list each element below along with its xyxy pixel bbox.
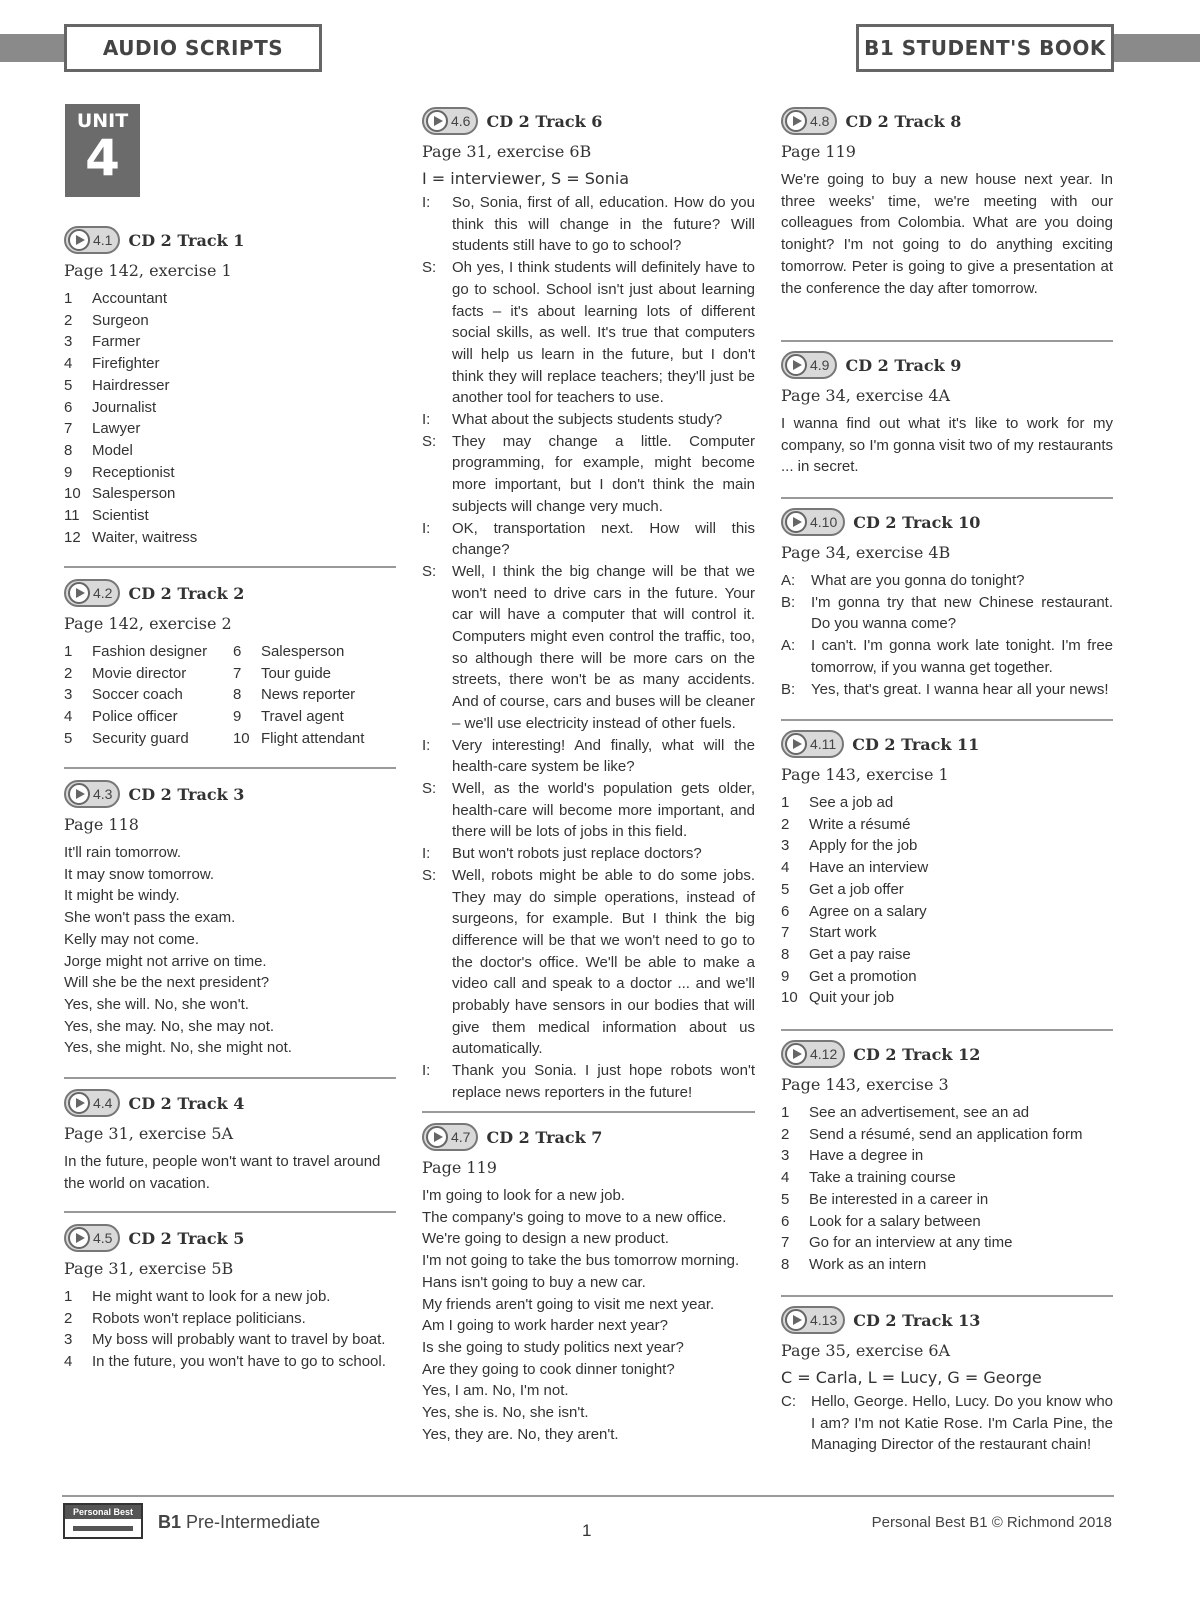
track-title: CD 2 Track 13 bbox=[853, 1310, 981, 1330]
play-icon bbox=[785, 1043, 807, 1065]
track-4-7 bbox=[422, 1122, 755, 1445]
track-title: CD 2 Track 11 bbox=[852, 734, 980, 754]
list-item: 3 Farmer bbox=[64, 333, 141, 351]
list-item: 7 Start work bbox=[781, 924, 877, 942]
audio-button[interactable]: 4.13 bbox=[781, 1306, 845, 1334]
play-icon bbox=[68, 229, 90, 251]
unit-number: 4 bbox=[85, 129, 120, 187]
list-item: 3 My boss will probably want to travel by boat. bbox=[64, 1331, 386, 1349]
list-item: 10 Quit your job bbox=[781, 989, 895, 1007]
list-item: 6 Journalist bbox=[64, 398, 157, 416]
dialog-line: I: So, Sonia, first of all, education. How do you think this will change in the future? Will students still have to go to school? bbox=[422, 194, 755, 255]
divider bbox=[64, 1077, 396, 1079]
list-item: 5 Be interested in a career in bbox=[781, 1190, 989, 1208]
audio-button[interactable]: 4.1 bbox=[64, 226, 120, 254]
play-icon bbox=[785, 110, 807, 132]
list-item: 10 Flight attendant bbox=[232, 729, 365, 747]
list-item: 1 Fashion designer bbox=[64, 643, 208, 660]
list-item: 8 News reporter bbox=[232, 686, 356, 704]
list-item: 2 Robots won't replace politicians. bbox=[64, 1309, 306, 1327]
audio-button[interactable]: 4.3 bbox=[64, 780, 120, 808]
list-item: 2 Write a résumé bbox=[781, 815, 911, 833]
audio-button[interactable]: 4.6 bbox=[422, 107, 478, 135]
track-4-5 bbox=[64, 1223, 396, 1373]
dialog-line: I: But won't robots just replace doctors? bbox=[422, 845, 702, 863]
list-item: 1 He might want to look for a new job. bbox=[64, 1288, 331, 1305]
track-title: CD 2 Track 4 bbox=[128, 1093, 245, 1113]
script-text: In the future, people won't want to travel around the world on vacation. bbox=[64, 1153, 381, 1192]
dialog-line: A: What are you gonna do tonight? bbox=[781, 572, 1025, 589]
track-title: CD 2 Track 5 bbox=[128, 1228, 245, 1248]
track-title: CD 2 Track 10 bbox=[853, 512, 981, 532]
script-line: The company's going to move to a new office. bbox=[422, 1208, 727, 1226]
page-reference: Page 119 bbox=[781, 142, 856, 161]
track-header bbox=[781, 507, 1113, 537]
track-4-1 bbox=[64, 225, 396, 548]
script-line: Kelly may not come. bbox=[64, 930, 200, 948]
track-4-2 bbox=[64, 578, 396, 750]
list-item: 9 Get a promotion bbox=[781, 967, 917, 985]
divider bbox=[64, 566, 396, 568]
script-line: Jorge might not arrive on time. bbox=[64, 952, 267, 970]
list-item: 1 See a job ad bbox=[781, 794, 894, 811]
script-line: I'm going to look for a new job. bbox=[422, 1187, 625, 1204]
script-line: It might be windy. bbox=[64, 887, 180, 905]
numbered-list bbox=[781, 1102, 1113, 1276]
divider bbox=[64, 1211, 396, 1213]
dialog-line: S: They may change a little. Computer programming, for example, might become more important, but I don't think the main subjects will change very much. bbox=[422, 432, 755, 515]
dialog-line: C: Hello, George. Hello, Lucy. Do you know who I am? I'm not Katie Rose. I'm Carla Pine, the Managing Director of the restaurant chain! bbox=[781, 1393, 1113, 1454]
list-item: 8 Model bbox=[64, 441, 133, 459]
audio-button[interactable]: 4.9 bbox=[781, 351, 837, 379]
audio-button[interactable]: 4.8 bbox=[781, 107, 837, 135]
list-item: 10 Salesperson bbox=[64, 485, 176, 503]
script-line: Hans isn't going to buy a new car. bbox=[422, 1273, 646, 1291]
page-reference: Page 119 bbox=[422, 1158, 497, 1177]
dialog-line: S: Oh yes, I think students will definitely have to go to school. School isn't just about learning facts – it's about learning lots of different social skills, as well. It's true that computers will help us learn in the future, but I don't think they will replace teachers; they'll just be another tool for teachers to use. bbox=[422, 259, 755, 407]
track-title: CD 2 Track 12 bbox=[853, 1044, 981, 1064]
page-reference: Page 34, exercise 4B bbox=[781, 543, 951, 562]
dialog-line: S: Well, as the world's population gets older, health-care will become more important, and there will be lots of jobs in this field. bbox=[422, 779, 755, 841]
play-icon bbox=[785, 511, 807, 533]
audio-button[interactable]: 4.7 bbox=[422, 1123, 478, 1151]
list-item: 7 Tour guide bbox=[232, 664, 332, 682]
list-item: 4 Have an interview bbox=[781, 859, 929, 877]
script-line: It may snow tomorrow. bbox=[64, 865, 215, 883]
track-title: CD 2 Track 6 bbox=[486, 111, 603, 131]
publisher-logo: Personal Best bbox=[63, 1503, 143, 1539]
script-line: Are they going to cook dinner tonight? bbox=[422, 1360, 675, 1378]
audio-button[interactable]: 4.12 bbox=[781, 1040, 845, 1068]
play-icon bbox=[785, 733, 807, 755]
list-item: 2 Surgeon bbox=[64, 311, 149, 329]
unit-label: UNIT bbox=[76, 110, 129, 132]
script-line: Will she be the next president? bbox=[64, 974, 270, 992]
list-left bbox=[64, 641, 233, 750]
page-reference: Page 143, exercise 1 bbox=[781, 765, 949, 784]
dialog-line: I: Very interesting! And finally, what will the health-care system be like? bbox=[422, 736, 755, 776]
track-header bbox=[64, 578, 396, 608]
list-item: 1 See an advertisement, see an ad bbox=[781, 1104, 1030, 1121]
audio-button[interactable]: 4.4 bbox=[64, 1089, 120, 1117]
script-line: Am I going to work harder next year? bbox=[422, 1317, 668, 1335]
audio-button[interactable]: 4.2 bbox=[64, 579, 120, 607]
list-item: 3 Have a degree in bbox=[781, 1147, 924, 1165]
track-4-10 bbox=[781, 507, 1113, 700]
track-title: CD 2 Track 3 bbox=[128, 784, 245, 804]
footer-divider bbox=[62, 1495, 1114, 1497]
dialog-line: A: I can't. I'm gonna work late tonight. I'm free tomorrow, if you wanna get together. bbox=[781, 637, 1113, 676]
script-line: It'll rain tomorrow. bbox=[64, 844, 182, 861]
track-4-3 bbox=[64, 779, 396, 1059]
page-number: 1 bbox=[582, 1521, 592, 1540]
audio-button[interactable]: 4.10 bbox=[781, 508, 845, 536]
list-item: 8 Work as an intern bbox=[781, 1255, 927, 1273]
list-right bbox=[233, 641, 396, 750]
list-item: 6 Agree on a salary bbox=[781, 902, 927, 920]
copyright: Personal Best B1 © Richmond 2018 bbox=[871, 1514, 1112, 1531]
page-reference: Page 142, exercise 1 bbox=[64, 261, 232, 280]
audio-button[interactable]: 4.5 bbox=[64, 1224, 120, 1252]
track-header bbox=[64, 1088, 396, 1118]
dialog bbox=[781, 1391, 1113, 1456]
play-icon bbox=[68, 1227, 90, 1249]
dialog bbox=[781, 570, 1113, 700]
header-audio-scripts: AUDIO SCRIPTS bbox=[64, 24, 322, 72]
list-item: 5 Security guard bbox=[64, 729, 189, 747]
list-item: 12 Waiter, waitress bbox=[64, 528, 198, 546]
dialog-line: I: What about the subjects students study? bbox=[422, 411, 723, 429]
page-reference: Page 142, exercise 2 bbox=[64, 614, 232, 633]
list-item: 11 Scientist bbox=[64, 507, 149, 525]
footer-level: B1 Pre-Intermediate bbox=[158, 1512, 321, 1532]
list-item: 7 Go for an interview at any time bbox=[781, 1234, 1013, 1252]
script-line: She won't pass the exam. bbox=[64, 909, 236, 927]
dialog-line: I: Thank you Sonia. I just hope robots won't replace news reporters in the future! bbox=[422, 1062, 755, 1101]
track-header bbox=[64, 779, 396, 809]
header-stripe-right bbox=[1110, 34, 1200, 62]
list-item: 5 Hairdresser bbox=[64, 376, 170, 394]
track-4-9 bbox=[781, 350, 1113, 478]
header-stripe-left bbox=[0, 34, 70, 62]
page-reference: Page 118 bbox=[64, 815, 139, 834]
play-icon bbox=[785, 1309, 807, 1331]
numbered-list bbox=[64, 1286, 396, 1373]
play-icon bbox=[785, 354, 807, 376]
list-item: 2 Send a résumé, send an application form bbox=[781, 1125, 1083, 1143]
track-header bbox=[781, 350, 1113, 380]
list-item: 9 Travel agent bbox=[232, 708, 344, 726]
script-line: Yes, I am. No, I'm not. bbox=[422, 1382, 569, 1400]
play-icon bbox=[426, 1126, 448, 1148]
script-line: Yes, they are. No, they aren't. bbox=[422, 1425, 619, 1443]
script-line: Yes, she is. No, she isn't. bbox=[422, 1404, 589, 1422]
page-reference: Page 34, exercise 4A bbox=[781, 386, 951, 405]
list-item: 2 Movie director bbox=[64, 664, 187, 682]
list-item: 4 Police officer bbox=[64, 708, 178, 726]
dialog bbox=[422, 192, 755, 1104]
divider bbox=[422, 1111, 755, 1113]
script-line: Yes, she may. No, she may not. bbox=[64, 1017, 275, 1035]
speaker-key: C = Carla, L = Lucy, G = George bbox=[781, 1368, 1042, 1387]
dialog-line: I: OK, transportation next. How will this change? bbox=[422, 519, 755, 559]
track-title: CD 2 Track 9 bbox=[845, 355, 962, 375]
track-header bbox=[781, 1305, 1113, 1335]
dialog-line: B: Yes, that's great. I wanna hear all your news! bbox=[781, 680, 1109, 698]
list-item: 6 Look for a salary between bbox=[781, 1212, 981, 1230]
script-text: I wanna find out what it's like to work for my company, so I'm gonna visit two of my restaurants ... in secret. bbox=[781, 415, 1113, 476]
list-item: 4 Take a training course bbox=[781, 1169, 956, 1187]
track-4-8 bbox=[781, 106, 1113, 299]
unit-badge bbox=[65, 104, 140, 197]
script-line: Yes, she will. No, she won't. bbox=[64, 995, 249, 1013]
page-reference: Page 35, exercise 6A bbox=[781, 1341, 951, 1360]
list-item: 6 Salesperson bbox=[232, 643, 345, 660]
track-4-13 bbox=[781, 1305, 1113, 1456]
track-title: CD 2 Track 1 bbox=[128, 230, 245, 250]
play-icon bbox=[68, 1092, 90, 1114]
audio-button[interactable]: 4.11 bbox=[781, 730, 844, 758]
track-header bbox=[781, 1039, 1113, 1069]
track-header bbox=[64, 225, 396, 255]
play-icon bbox=[68, 582, 90, 604]
divider bbox=[781, 497, 1113, 499]
track-header bbox=[422, 106, 755, 136]
list-item: 3 Soccer coach bbox=[64, 686, 183, 704]
list-item: 5 Get a job offer bbox=[781, 880, 904, 898]
track-title: CD 2 Track 7 bbox=[486, 1127, 603, 1147]
list-item: 3 Apply for the job bbox=[781, 837, 918, 855]
track-title: CD 2 Track 2 bbox=[128, 583, 245, 603]
page-reference: Page 31, exercise 5B bbox=[64, 1259, 234, 1278]
script-text: We're going to buy a new house next year. In three weeks' time, we're meeting with our colleagues from Colombia. What are you doing tonight? I'm not going to do anything exciting tomorrow. Peter is going to give a presentation at the conference the day after tomorrow. bbox=[781, 171, 1113, 297]
play-icon bbox=[68, 783, 90, 805]
speaker-key: I = interviewer, S = Sonia bbox=[422, 169, 630, 188]
list-item: 8 Get a pay raise bbox=[781, 945, 911, 963]
list-item: 9 Receptionist bbox=[64, 463, 175, 481]
dialog-line: S: Well, I think the big change will be that we won't need to drive cars in the future. Your car will have a computer that will control it. Computers might even control the traffic, too, so although there will be more cars on the streets, there won't be as many accidents. And of course, cars and buses will be cleaner – we'll use electricity instead of other fuels. bbox=[422, 562, 755, 732]
script-line: Is she going to study politics next year? bbox=[422, 1338, 684, 1356]
track-4-11 bbox=[781, 729, 1113, 1009]
track-4-4 bbox=[64, 1088, 396, 1194]
page-reference: Page 31, exercise 6B bbox=[422, 142, 592, 161]
track-header bbox=[781, 106, 1113, 136]
divider bbox=[781, 1295, 1113, 1297]
numbered-list bbox=[64, 288, 396, 548]
page-reference: Page 31, exercise 5A bbox=[64, 1124, 234, 1143]
dialog-line: S: Well, robots might be able to do some jobs. They may do simple operations, instead of surgeons, for example. But I think the big difference will be that we won't need to go to the doctor's office. We'll be able to make a video call and speak to a doctor ... and we'll probably have sensors in our bodies that will give them medical information about us automatically. bbox=[422, 866, 755, 1058]
script-line: I'm not going to take the bus tomorrow morning. bbox=[422, 1252, 740, 1270]
track-title: CD 2 Track 8 bbox=[845, 111, 962, 131]
divider bbox=[781, 719, 1113, 721]
list-item: 4 Firefighter bbox=[64, 355, 160, 373]
list-item: 1 Accountant bbox=[64, 290, 168, 307]
track-header bbox=[781, 729, 1113, 759]
list-item: 4 In the future, you won't have to go to school. bbox=[64, 1353, 386, 1371]
script-line: Yes, she might. No, she might not. bbox=[64, 1039, 292, 1057]
script-line: We're going to design a new product. bbox=[422, 1230, 669, 1248]
page-reference: Page 143, exercise 3 bbox=[781, 1075, 949, 1094]
track-4-12 bbox=[781, 1039, 1113, 1276]
track-4-6 bbox=[422, 106, 755, 1104]
script-lines bbox=[422, 1185, 755, 1445]
divider bbox=[64, 767, 396, 769]
dialog-line: B: I'm gonna try that new Chinese restaurant. Do you wanna come? bbox=[781, 593, 1113, 633]
play-icon bbox=[426, 110, 448, 132]
header-students-book: B1 STUDENT'S BOOK bbox=[856, 24, 1114, 72]
script-line: My friends aren't going to visit me next year. bbox=[422, 1295, 715, 1313]
divider bbox=[781, 1029, 1113, 1031]
track-header bbox=[64, 1223, 396, 1253]
two-column-list bbox=[64, 641, 396, 750]
track-header bbox=[422, 1122, 755, 1152]
script-lines bbox=[64, 842, 396, 1059]
numbered-list bbox=[781, 792, 1113, 1009]
divider bbox=[781, 340, 1113, 342]
list-item: 7 Lawyer bbox=[64, 420, 141, 438]
